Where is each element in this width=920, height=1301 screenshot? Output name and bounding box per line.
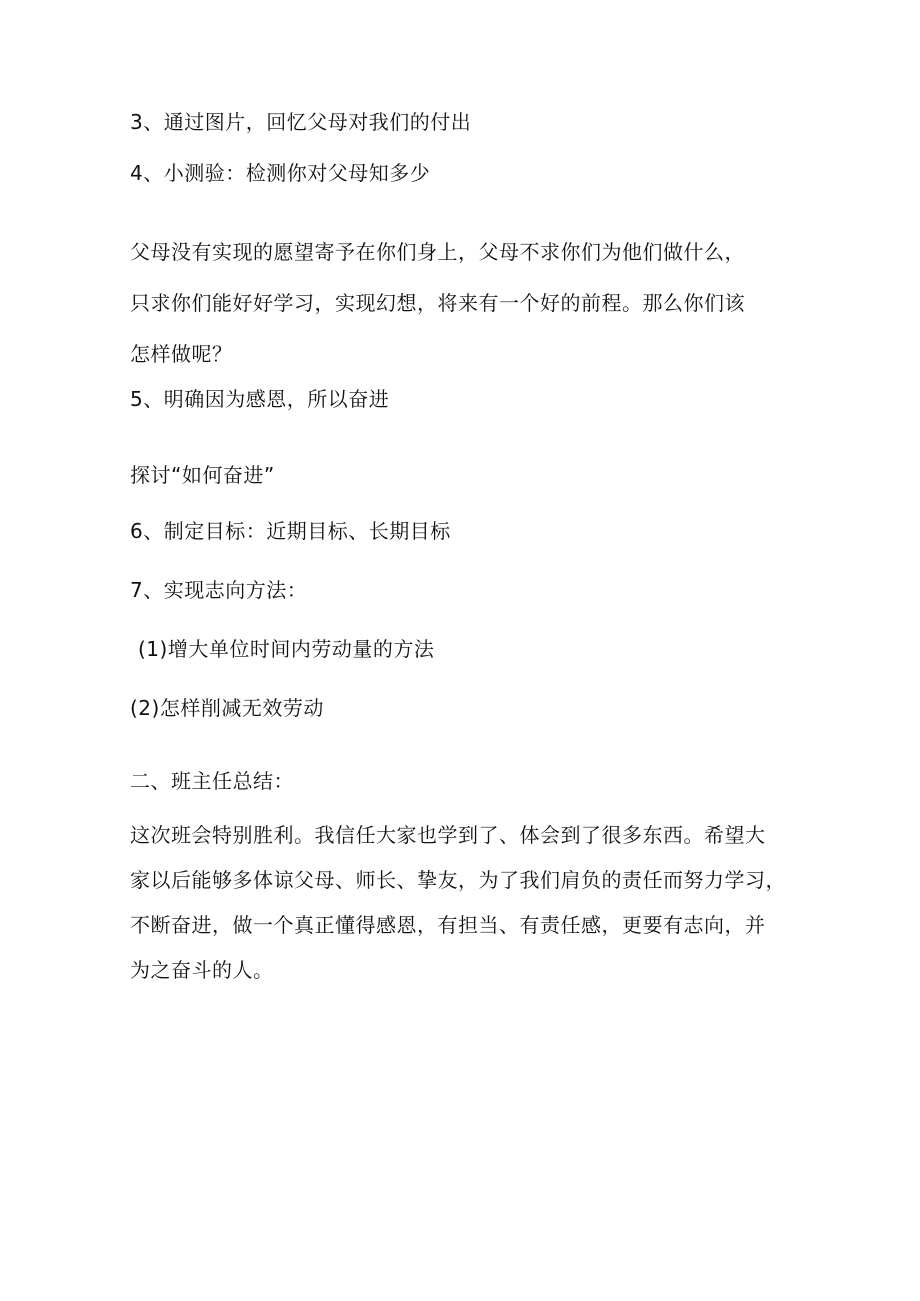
section-heading-summary: 二、班主任总结： [130,769,294,793]
list-item-4: 4、小测验：检测你对父母知多少 [130,161,431,185]
paragraph-line: 这次班会特别胜利。我信任大家也学到了、体会到了很多东西。希望大 [130,823,766,847]
list-item-7: 7、实现志向方法： [130,578,308,602]
list-item-5: 5、明确因为感恩，所以奋进 [130,387,390,411]
paragraph-line: 家以后能够多体谅父母、师长、挚友，为了我们肩负的责任而努力学习， [130,868,786,892]
method-item-1: (1)增大单位时间内劳动量的方法 [138,637,435,661]
paragraph-line: 为之奋斗的人。 [130,958,274,982]
discussion-line: 探讨“如何奋进” [130,463,275,487]
paragraph-line: 只求你们能好好学习，实现幻想，将来有一个好的前程。那么你们该 [130,291,745,315]
list-item-6: 6、制定目标：近期目标、长期目标 [130,519,451,543]
list-item-3: 3、通过图片，回忆父母对我们的付出 [130,110,472,134]
paragraph-parents-hopes [130,227,810,380]
method-item-2: (2)怎样削减无效劳动 [130,696,324,720]
paragraph-summary [130,813,810,993]
paragraph-line: 父母没有实现的愿望寄予在你们身上，父母不求你们为他们做什么， [130,240,745,264]
paragraph-line: 不断奋进，做一个真正懂得感恩，有担当、有责任感，更要有志向，并 [130,913,766,937]
paragraph-line: 怎样做呢？ [130,342,233,366]
